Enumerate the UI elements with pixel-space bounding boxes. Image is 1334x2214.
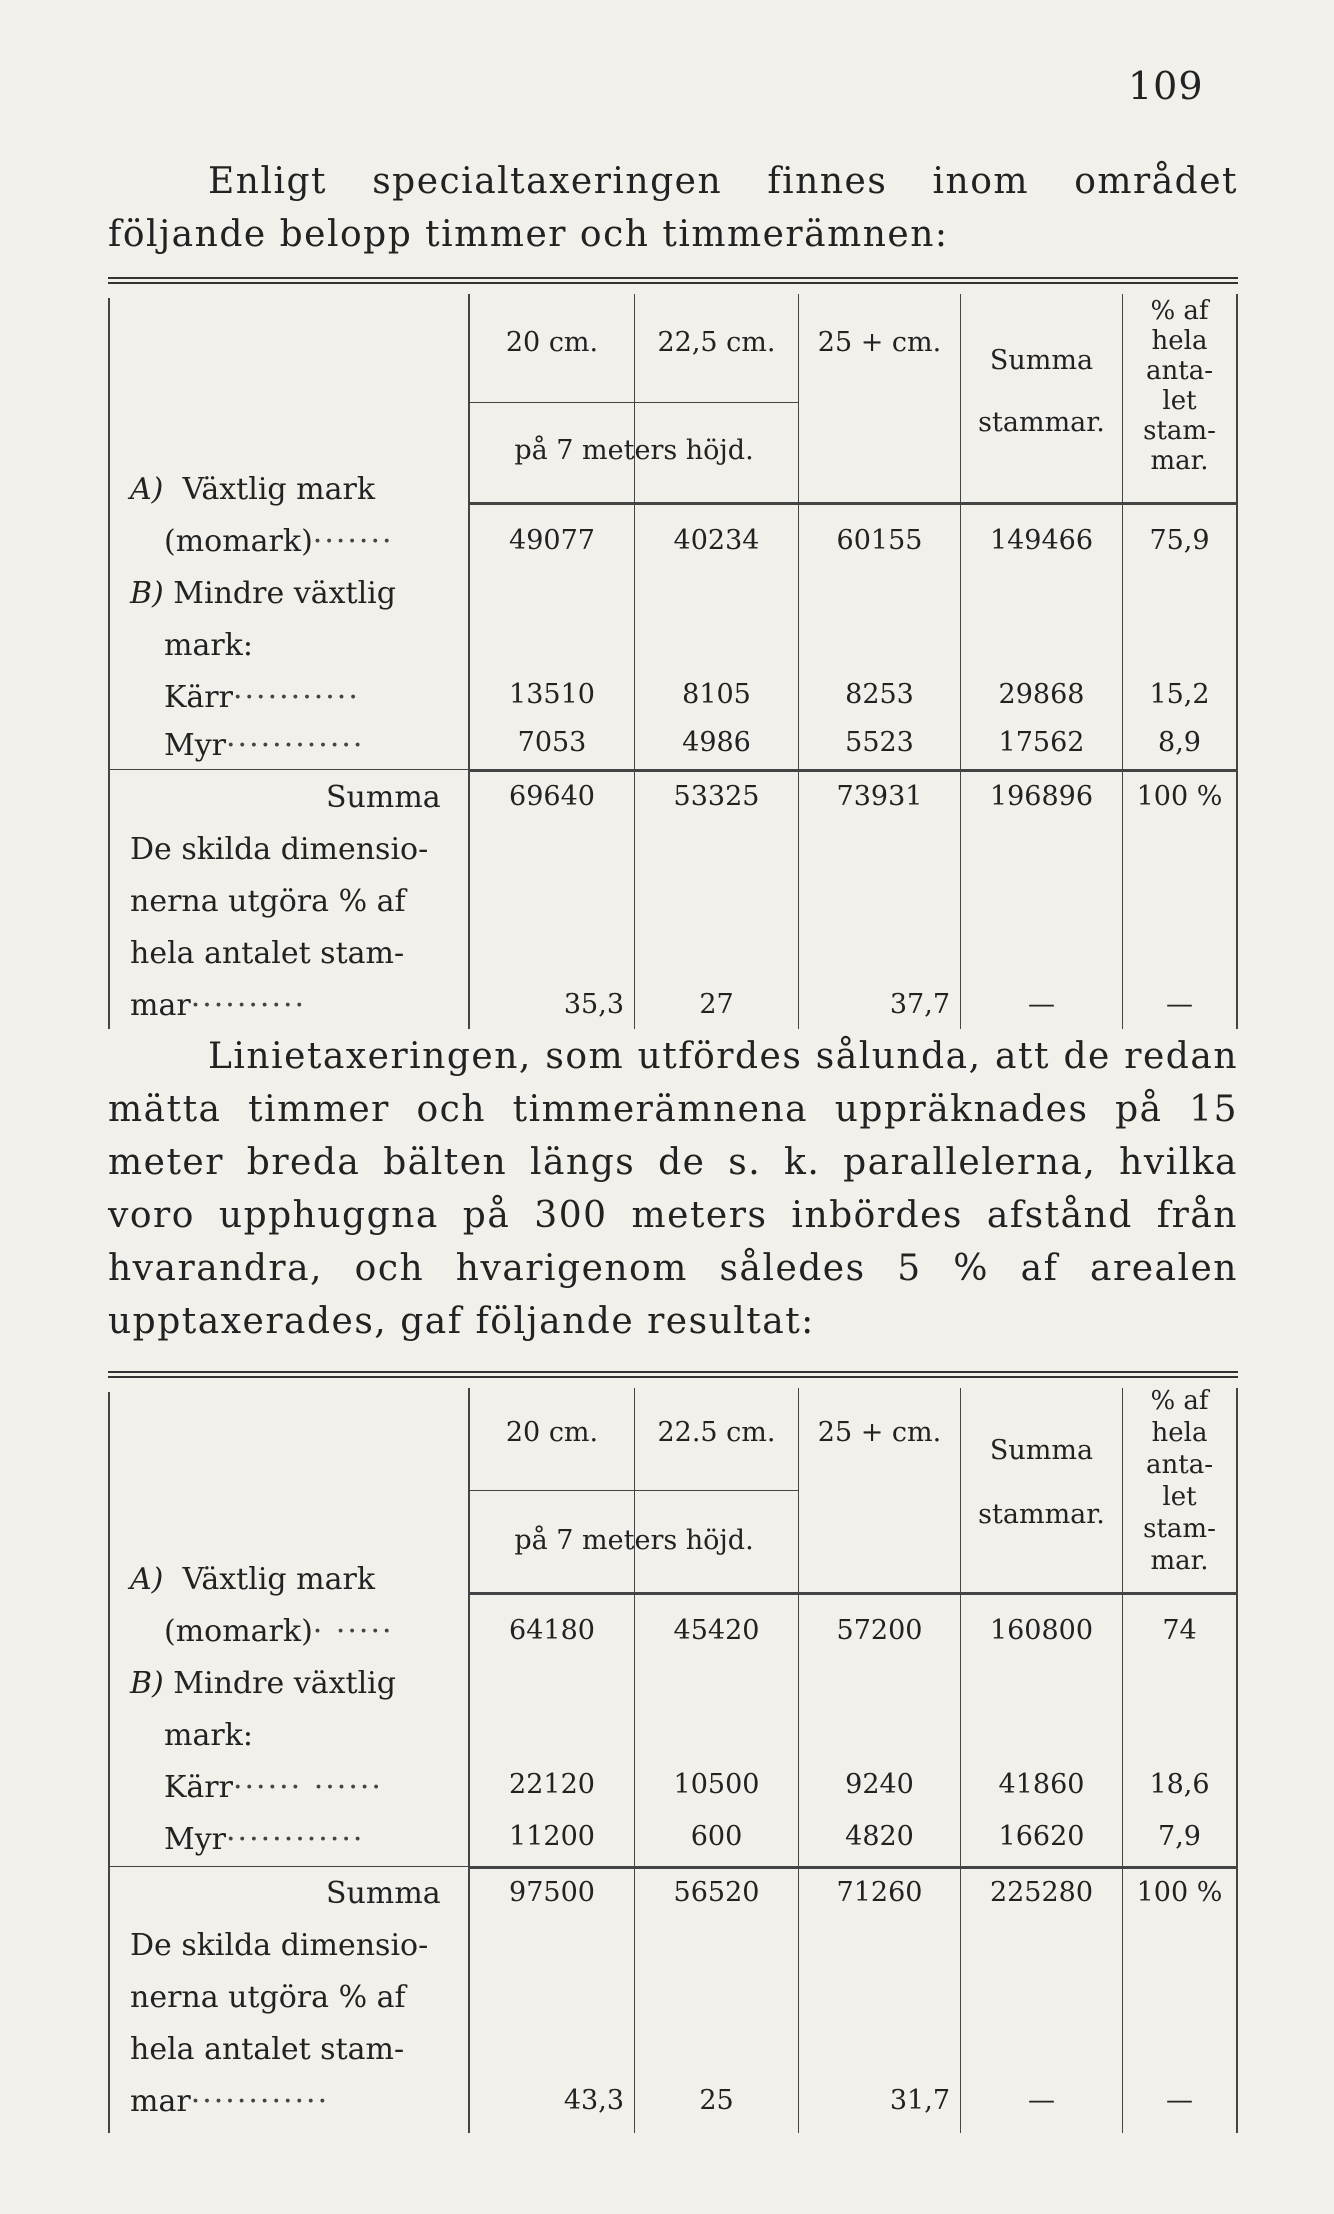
table-cell: 149466 <box>989 525 1094 556</box>
header-pct-4: let <box>1162 1482 1197 1512</box>
table-cell: 40234 <box>673 525 760 556</box>
table-cell: 160800 <box>989 1615 1094 1646</box>
table-cell: 49077 <box>509 525 595 556</box>
stub-de2: nerna utgöra % af <box>130 884 406 919</box>
table-cell: 100 % <box>1136 1877 1223 1908</box>
table-cell: — <box>1028 989 1055 1020</box>
header-22-5cm: 22,5 cm. <box>657 327 776 358</box>
stub-de3: hela antalet stam- <box>130 2032 405 2067</box>
stub-momark: (momark)······· <box>164 524 394 559</box>
table-cell: — <box>1028 2085 1055 2116</box>
stub-de1: De skilda dimensio- <box>130 1928 429 1963</box>
table-cell: 41860 <box>998 1769 1085 1800</box>
stub-myr: Myr············ <box>164 728 365 763</box>
table-cell: 5523 <box>845 727 914 758</box>
table-cell: 196896 <box>989 781 1094 812</box>
table-cell: 100 % <box>1136 781 1223 812</box>
header-25cm: 25 + cm. <box>817 327 942 358</box>
column-divider <box>960 294 961 1029</box>
table-cell: 4986 <box>682 727 751 758</box>
table-border-right <box>1236 1388 1238 2133</box>
stub-de4: mar············ <box>130 2084 330 2119</box>
table-cell: 8105 <box>682 679 751 710</box>
stub-myr: Myr············ <box>164 1822 365 1857</box>
table-cell: 8,9 <box>1158 727 1201 758</box>
table-cell: 73931 <box>836 781 923 812</box>
table-cell: 15,2 <box>1149 679 1210 710</box>
header-subdivider <box>470 402 798 403</box>
table-cell: 10500 <box>673 1769 760 1800</box>
table-cell: 64180 <box>509 1615 595 1646</box>
table-cell: 27 <box>699 989 734 1020</box>
table-cell: 60155 <box>836 525 923 556</box>
stub-karr: Kärr······ ······ <box>164 1770 383 1805</box>
table-cell: — <box>1166 989 1193 1020</box>
table-cell: 22120 <box>509 1769 595 1800</box>
header-pct-6: mar. <box>1150 446 1209 476</box>
header-pct-1: % af <box>1150 1386 1209 1416</box>
stub-summa: Summa <box>326 780 441 815</box>
summa-rule-stub <box>108 1866 468 1867</box>
table-cell: 75,9 <box>1149 525 1210 556</box>
table-cell: 11200 <box>509 1821 595 1852</box>
line-taxation-paragraph: Linietaxeringen, som utfördes sålunda, att de redan mätta timmer och timmerämnena uppräknades på 15 meter breda bälten längs de s. k. parallelerna, hvilka voro upphuggna på 300 meters inbördes afstånd från hvarandra, och hvarigenom således 5 % af arealen upptaxerades, gaf följande resultat: <box>108 1036 1238 1342</box>
table-cell: 43,3 <box>563 2085 624 2116</box>
header-20cm: 20 cm. <box>505 1417 599 1448</box>
table-cell: 18,6 <box>1149 1769 1210 1800</box>
table-cell: 9240 <box>845 1769 914 1800</box>
table-cell: 57200 <box>836 1615 923 1646</box>
column-divider <box>634 1388 635 2133</box>
table-cell: 17562 <box>998 727 1085 758</box>
header-pct-3: anta- <box>1146 356 1213 386</box>
header-pct-2: hela <box>1151 1418 1208 1448</box>
table-cell: 7053 <box>517 727 587 758</box>
special-taxation-table <box>108 282 1238 1029</box>
table-border-right <box>1236 294 1238 1029</box>
header-summa: Summa <box>989 1435 1094 1466</box>
header-pct-6: mar. <box>1150 1546 1209 1576</box>
header-height: på 7 meters höjd. <box>514 435 754 466</box>
table-cell: 53325 <box>673 781 760 812</box>
line-taxation-table <box>108 1376 1238 2133</box>
stub-de2: nerna utgöra % af <box>130 1980 406 2015</box>
table-cell: 71260 <box>836 1877 923 1908</box>
header-pct-5: stam- <box>1143 1514 1216 1544</box>
header-rule <box>470 1592 1238 1595</box>
table-cell: 13510 <box>509 679 595 710</box>
column-divider <box>798 294 799 1029</box>
table-cell: 29868 <box>998 679 1085 710</box>
header-stammar: stammar. <box>978 407 1105 438</box>
stub-karr: Kärr··········· <box>164 680 360 715</box>
stub-de3: hela antalet stam- <box>130 936 405 971</box>
table-cell: 35,3 <box>563 989 624 1020</box>
table-cell: 56520 <box>673 1877 760 1908</box>
page-number: 109 <box>1128 64 1204 108</box>
header-pct-5: stam- <box>1143 416 1216 446</box>
table-cell: 225280 <box>989 1877 1094 1908</box>
table-cell: 74 <box>1162 1615 1197 1646</box>
table-cell: 37,7 <box>889 989 950 1020</box>
intro-paragraph: Enligt specialtaxeringen finnes inom området följande belopp timmer och timmerämnen: <box>108 161 1238 255</box>
stub-b: B) Mindre växtlig <box>130 576 396 611</box>
header-height: på 7 meters höjd. <box>514 1525 754 1556</box>
column-divider <box>634 294 635 1029</box>
stub-de4: mar·········· <box>130 988 307 1023</box>
table-cell: 600 <box>690 1821 743 1852</box>
header-summa: Summa <box>989 345 1094 376</box>
stub-mark: mark: <box>164 628 253 663</box>
header-subdivider <box>470 1490 798 1491</box>
stub-summa: Summa <box>326 1876 441 1911</box>
table-border-left <box>108 1392 110 2133</box>
header-25cm: 25 + cm. <box>817 1417 942 1448</box>
header-rule <box>470 502 1238 505</box>
header-pct-3: anta- <box>1146 1450 1213 1480</box>
table-cell: — <box>1166 2085 1193 2116</box>
stub-a: A) Växtlig mark <box>130 472 376 507</box>
table-cell: 31,7 <box>889 2085 950 2116</box>
stub-mark: mark: <box>164 1718 253 1753</box>
table-cell: 4820 <box>845 1821 914 1852</box>
table-cell: 25 <box>699 2085 734 2116</box>
header-pct-1: % af <box>1150 296 1209 326</box>
column-divider <box>798 1388 799 2133</box>
table-border-left <box>108 298 110 1029</box>
stub-a: A) Växtlig mark <box>130 1562 376 1597</box>
table-cell: 97500 <box>509 1877 595 1908</box>
header-pct-4: let <box>1162 386 1197 416</box>
header-22-5cm: 22.5 cm. <box>657 1417 776 1448</box>
table-cell: 16620 <box>998 1821 1085 1852</box>
header-stammar: stammar. <box>978 1499 1105 1530</box>
table-cell: 45420 <box>673 1615 760 1646</box>
table-cell: 8253 <box>845 679 914 710</box>
stub-momark: (momark)· ····· <box>164 1614 394 1649</box>
header-20cm: 20 cm. <box>505 327 599 358</box>
header-pct-2: hela <box>1151 326 1208 356</box>
table-cell: 7,9 <box>1158 1821 1201 1852</box>
stub-b: B) Mindre växtlig <box>130 1666 396 1701</box>
table-cell: 69640 <box>509 781 595 812</box>
stub-de1: De skilda dimensio- <box>130 832 429 867</box>
